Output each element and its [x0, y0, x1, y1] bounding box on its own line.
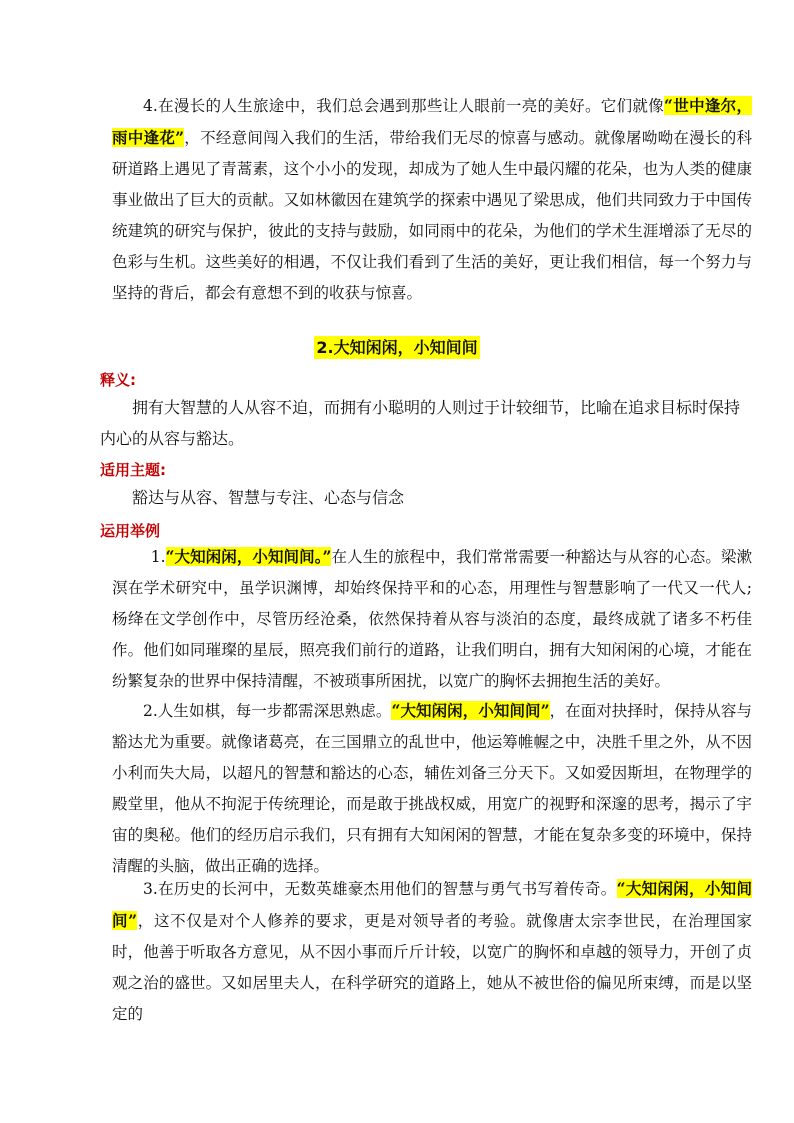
example-paragraph-2 — [112, 695, 752, 882]
top-paragraph-intro: 4.在漫长的人生旅途中，我们总会遇到那些让人眼前一亮的美好。它们就像 — [143, 97, 665, 115]
examples-label: 运用举例 — [100, 522, 161, 540]
example-1-body: 在人生的旅程中，我们常常需要一种豁达与从容的心态。梁漱溟在学术研究中，虽学识渊博，却始终保持平和的心态，用理性与智慧影响了一代又一代人;杨绛在文学创作中，尽管历经沧桑，依然保持着从容与淡泊的态度，最终成就了诸多不朽佳作。他们如同璀璨的星辰，照亮我们前行的道路，让我们明白，拥有大知闲闲的心境，才能在纷繁复杂的世界中保持清醒，不被琐事所困扰，以宽广的胸怀去拥抱生活的美好。 — [112, 548, 752, 690]
definition-text: 拥有大智慧的人从容不迫，而拥有小聪明的人则过于计较细节，比喻在追求目标时保持内心的从容与豁达。 — [100, 398, 741, 448]
top-paragraph-highlight: “世中逢尔，雨中逢花” — [112, 96, 752, 147]
example-2-intro: 2.人生如棋，每一步都需深思熟虑。 — [143, 702, 392, 720]
example-paragraph-1 — [112, 541, 752, 697]
top-paragraph — [112, 90, 752, 309]
definition-label: 释义: — [100, 371, 136, 389]
example-1-highlight: “大知闲闲，小知间间。” — [165, 547, 332, 566]
example-1-number: 1. — [150, 548, 166, 566]
example-3-intro: 3.在历史的长河中，无数英雄豪杰用他们的智慧与勇气书写着传奇。 — [143, 880, 617, 898]
example-3-body: ，这不仅是对个人修养的要求，更是对领导者的考验。就像唐太宗李世民，在治理国家时，他善于听取各方意见，从不因小事而斤斤计较，以宽广的胸怀和卓越的领导力，开创了贞观之治的盛世。又如居里夫人，在科学研究的道路上，她从不被世俗的偏见所束缚，而是以坚定的 — [112, 912, 752, 1023]
example-2-highlight: “大知闲闲，小知间间” — [391, 701, 550, 720]
section-title-text: 2.大知闲闲，小知间间 — [316, 338, 478, 357]
themes-label: 适用主题: — [100, 461, 166, 479]
example-2-body: ，在面对抉择时，保持从容与豁达尤为重要。就像诸葛亮，在三国鼎立的乱世中，他运筹帷幄之中，决胜千里之外，从不因小利而失大局，以超凡的智慧和豁达的心态，辅佐刘备三分天下。又如爱因斯坦，在物理学的殿堂里，他从不拘泥于传统理论，而是敢于挑战权威，用宽广的视野和深邃的思考，揭示了宇宙的奥秘。他们的经历启示我们，只有拥有大知闲闲的智慧，才能在复杂多变的环境中，保持清醒的头脑，做出正确的选择。 — [112, 702, 752, 875]
example-paragraph-3 — [112, 873, 752, 1030]
example-3-highlight: “大知闲闲，小知间间” — [112, 879, 752, 930]
themes-text: 豁达与从容、智慧与专注、心态与信念 — [132, 488, 405, 507]
top-paragraph-body: ，不经意间闯入我们的生活，带给我们无尽的惊喜与感动。就像屠呦呦在漫长的科研道路上遇见了青蒿素，这个小小的发现，却成为了她人生中最闪耀的花朵，也为人类的健康事业做出了巨大的贡献。又如林徽因在建筑学的探索中遇见了梁思成，他们共同致力于中国传统建筑的研究与保护，彼此的支持与鼓励，如同雨中的花朵，为他们的学术生涯增添了无尽的色彩与生机。这些美好的相遇，不仅让我们看到了生活的美好，更让我们相信，每一个努力与坚持的背后，都会有意想不到的收获与惊喜。 — [112, 129, 752, 302]
section-title — [0, 335, 794, 358]
